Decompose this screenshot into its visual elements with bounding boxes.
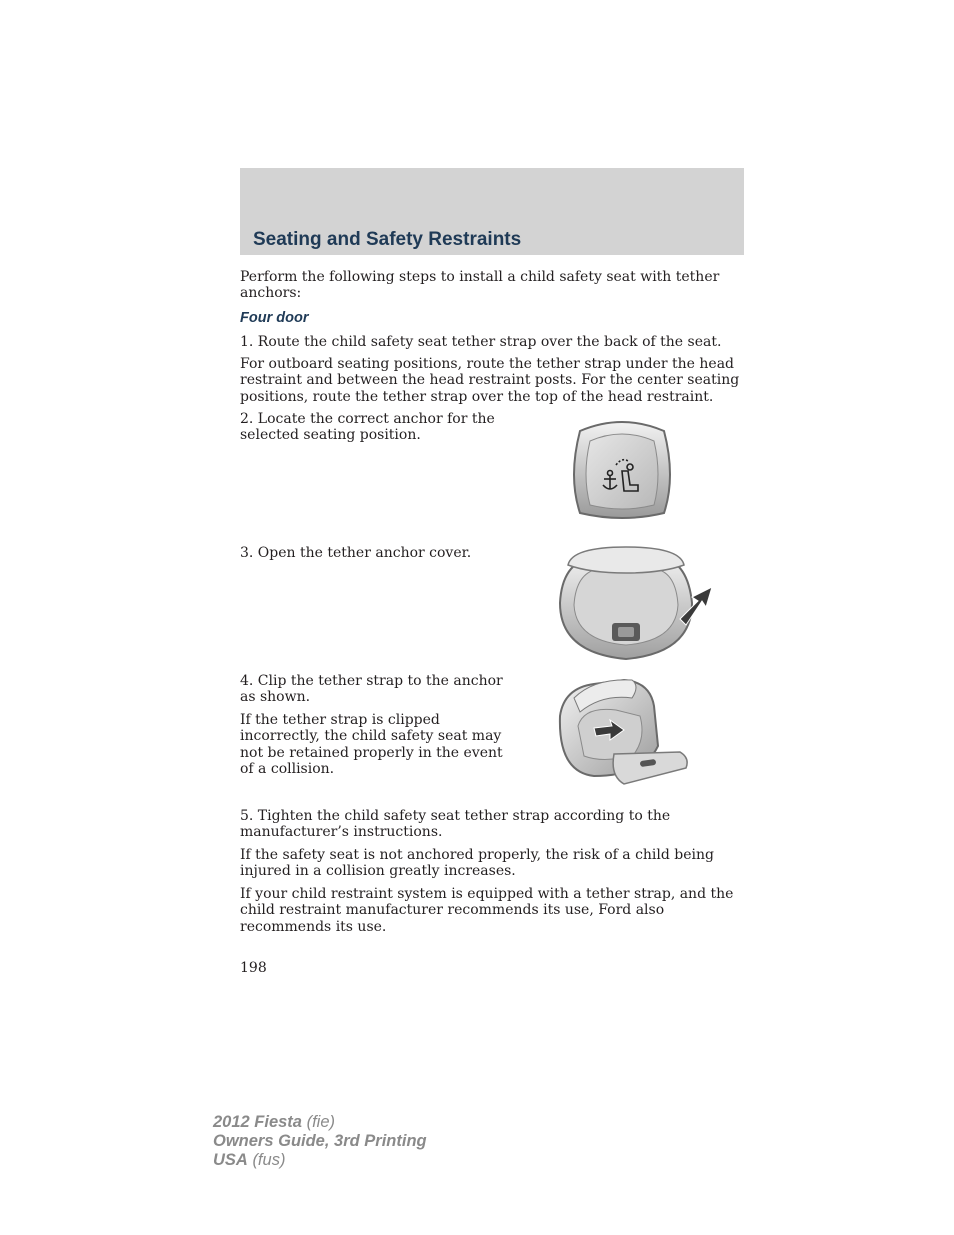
- step-1: 1. Route the child safety seat tether strap over the back of the seat.: [240, 334, 722, 350]
- footer-line-2: [213, 1132, 427, 1151]
- tether-anchor-cover-open-illustration: [552, 543, 718, 663]
- step-3: 3. Open the tether anchor cover.: [240, 545, 472, 561]
- step-1-note: For outboard seating positions, route the tether strap under the head restraint and between the head restraint posts. For the center seating positions, route the tether strap over the top of the head restraint.: [240, 356, 740, 405]
- document-footer: [213, 1113, 427, 1170]
- section-header: [240, 168, 744, 255]
- tether-anchor-cover-closed-illustration: [566, 417, 678, 523]
- warning-anchoring: If the safety seat is not anchored properly, the risk of a child being injured in a collision greatly increases.: [240, 847, 714, 880]
- warning-tether-recommendation: If your child restraint system is equipped with a tether strap, and the child restraint manufacturer recommends its use, Ford also recommends its use.: [240, 886, 734, 935]
- subheading-four-door: Four door: [240, 310, 309, 326]
- step-4-note: If the tether strap is clipped incorrectly, the child safety seat may not be retained properly in the event of a collision.: [240, 712, 503, 778]
- footer-line-3: [213, 1151, 427, 1170]
- step-5: 5. Tighten the child safety seat tether strap according to the manufacturer’s instructions.: [240, 808, 671, 841]
- step-2: 2. Locate the correct anchor for the selected seating position.: [240, 411, 495, 444]
- footer-model: 2012 Fiesta: [213, 1113, 302, 1131]
- page-number: 198: [240, 960, 267, 976]
- footer-line-1: [213, 1113, 427, 1132]
- footer-model-code: (fie): [306, 1113, 335, 1131]
- section-title: Seating and Safety Restraints: [253, 229, 522, 250]
- step-4: 4. Clip the tether strap to the anchor as shown.: [240, 673, 503, 706]
- footer-market-code: (fus): [252, 1151, 286, 1169]
- footer-market: USA: [213, 1151, 248, 1169]
- tether-clip-attached-illustration: [554, 676, 694, 788]
- intro-paragraph: Perform the following steps to install a child safety seat with tether anchors:: [240, 269, 720, 302]
- footer-guide-edition: Owners Guide, 3rd Printing: [213, 1132, 427, 1150]
